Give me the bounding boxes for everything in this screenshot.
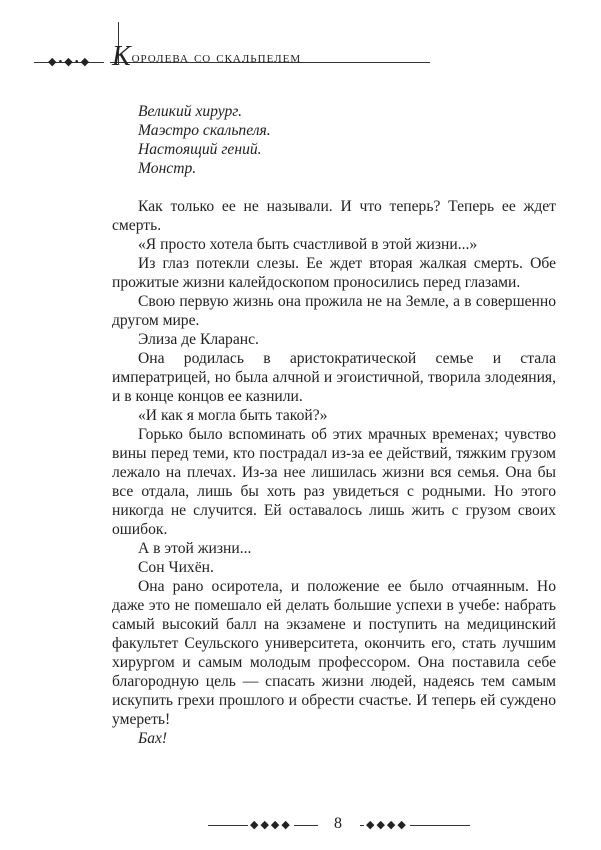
paragraph: Как только ее не называли. И что теперь? Теперь ее ждет смерть. <box>112 198 556 234</box>
verse-line: Монстр. <box>138 160 197 177</box>
header-ornament: ◆•◆•◆ <box>48 56 92 68</box>
paragraph: Из глаз потекли слезы. Ее ждет вторая жалкая смерть. Обе прожитые жизни калейдоскопом проносились перед глазами. <box>112 255 556 291</box>
paragraph: «И как я могла быть такой?» <box>138 407 328 424</box>
page-number: 8 <box>334 815 342 832</box>
page-footer <box>0 812 601 842</box>
paragraph: Она рано осиротела, и положение ее было отчаянным. Но даже это не помешало ей делать большие успехи в учебе: набрать самый высокий балл на экзамене и поступить на медицинский факультет Сеульского университета, окончить его, стать лучшим хирургом и самым молодым профессором. Она поставила себе благородную цель — спасать жизни людей, надеясь тем самым искупить грехи прошлого и обрести счастье. И теперь ей суждено умереть! <box>112 578 556 728</box>
paragraph: Сон Чихён. <box>138 559 214 576</box>
verse-line: Настоящий гений. <box>138 141 262 158</box>
footer-ornament-right: ◆◆◆◆ <box>366 819 408 831</box>
verse-line: Великий хирург. <box>138 103 243 120</box>
running-title-initial: К <box>112 41 132 72</box>
verse-block <box>112 102 556 178</box>
paragraph: А в этой жизни... <box>138 540 252 557</box>
body-text <box>112 102 556 748</box>
page-header <box>0 0 601 80</box>
footer-ornament-left: ◆◆◆◆ <box>250 819 292 831</box>
running-title-rest: оролева со скальпелем <box>131 49 302 66</box>
paragraph-italic: Бах! <box>138 730 168 747</box>
verse-line: Маэстро скальпеля. <box>138 122 271 139</box>
paragraph: Она родилась в аристократической семье и стала императрицей, но была алчной и эгоистичной, творила злодеяния, и в конце концов ее казнили. <box>112 350 556 405</box>
running-title <box>112 38 301 70</box>
paragraph: Свою первую жизнь она прожила не на Земле, а в совершенно другом мире. <box>112 293 556 329</box>
paragraph: Элиза де Кларанс. <box>138 331 259 348</box>
paragraph: «Я просто хотела быть счастливой в этой жизни...» <box>138 236 478 253</box>
paragraph: Горько было вспоминать об этих мрачных временах; чувство вины перед теми, кто пострадал из-за ее действий, тяжким грузом лежало на плечах. Из-за нее лишилась жизни вся семья. Она бы все отдала, лишь бы хоть раз увидеться с родными. Но этого никогда не случится. Ей оставалось лишь жить с грузом своих ошибок. <box>112 426 556 538</box>
